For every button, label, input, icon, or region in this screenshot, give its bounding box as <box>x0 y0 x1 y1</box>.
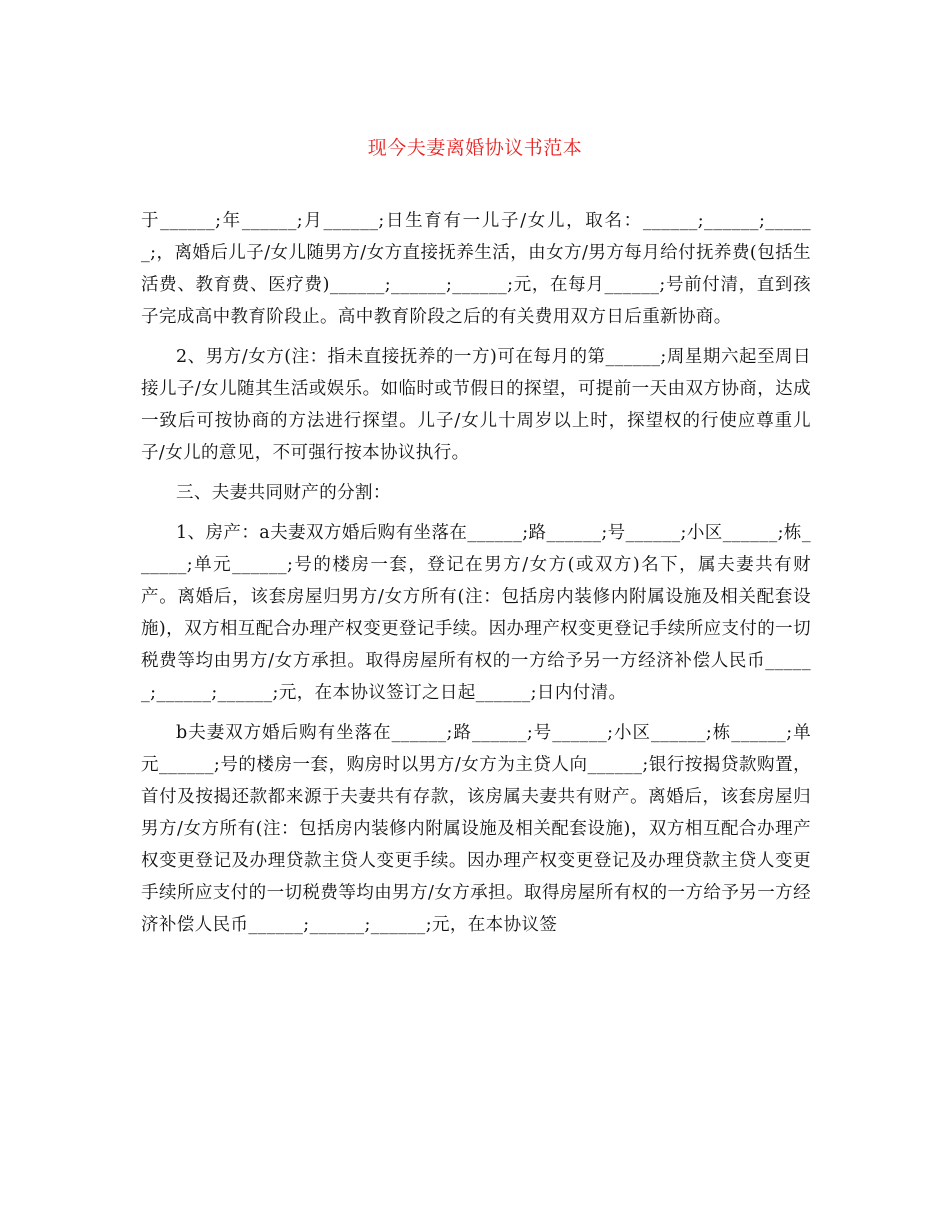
document-title: 现今夫妻离婚协议书范本 <box>367 137 583 159</box>
paragraph-child-support: 于______;年______;月______;日生育有一儿子/女儿，取名：______;______;______;，离婚后儿子/女儿随男方/女方直接抚养生活，由女方/男方每月给付抚养费(包括生活费、教育费、医疗费)______;______;______;元，在每月______;号前付清，直到孩子完成高中教育阶段止。高中教育阶段之后的有关费用双方日后重新协商。 <box>141 211 811 327</box>
paragraph-house-b: b夫妻双方婚后购有坐落在______;路______;号______;小区______;栋______;单元______;号的楼房一套，购房时以男方/女方为主贷人向______;银行按揭贷款购置，首付及按揭还款都来源于夫妻共有存款，该房属夫妻共有财产。离婚后，该套房屋归男方/女方所有(注：包括房内装修内附属设施及相关配套设施)，双方相互配合办理产权变更登记及办理贷款主贷人变更手续。因办理产权变更登记及办理贷款主贷人变更手续所应支付的一切税费等均由男方/女方承担。取得房屋所有权的一方给予另一方经济补偿人民币______;______;______;元，在本协议签 <box>141 723 811 935</box>
paragraph-visitation: 2、男方/女方(注：指未直接抚养的一方)可在每月的第______;周星期六起至周日接儿子/女儿随其生活或娱乐。如临时或节假日的探望，可提前一天由双方协商，达成一致后可按协商的方法进行探望。儿子/女儿十周岁以上时，探望权的行使应尊重儿子/女儿的意见，不可强行按本协议执行。 <box>141 347 811 463</box>
document-body <box>141 205 811 941</box>
section-heading-property: 三、夫妻共同财产的分割： <box>176 483 391 503</box>
paragraph-house-a: 1、房产：a夫妻双方婚后购有坐落在______;路______;号______;小区______;栋______;单元______;号的楼房一套，登记在男方/女方(或双方)名下，属夫妻共有财产。离婚后，该套房屋归男方/女方所有(注：包括房内装修内附属设施及相关配套设施)，双方相互配合办理产权变更登记手续。因办理产权变更登记手续所应支付的一切税费等均由男方/女方承担。取得房屋所有权的一方给予另一方经济补偿人民币______;______;______;元，在本协议签订之日起______;日内付清。 <box>141 523 811 703</box>
